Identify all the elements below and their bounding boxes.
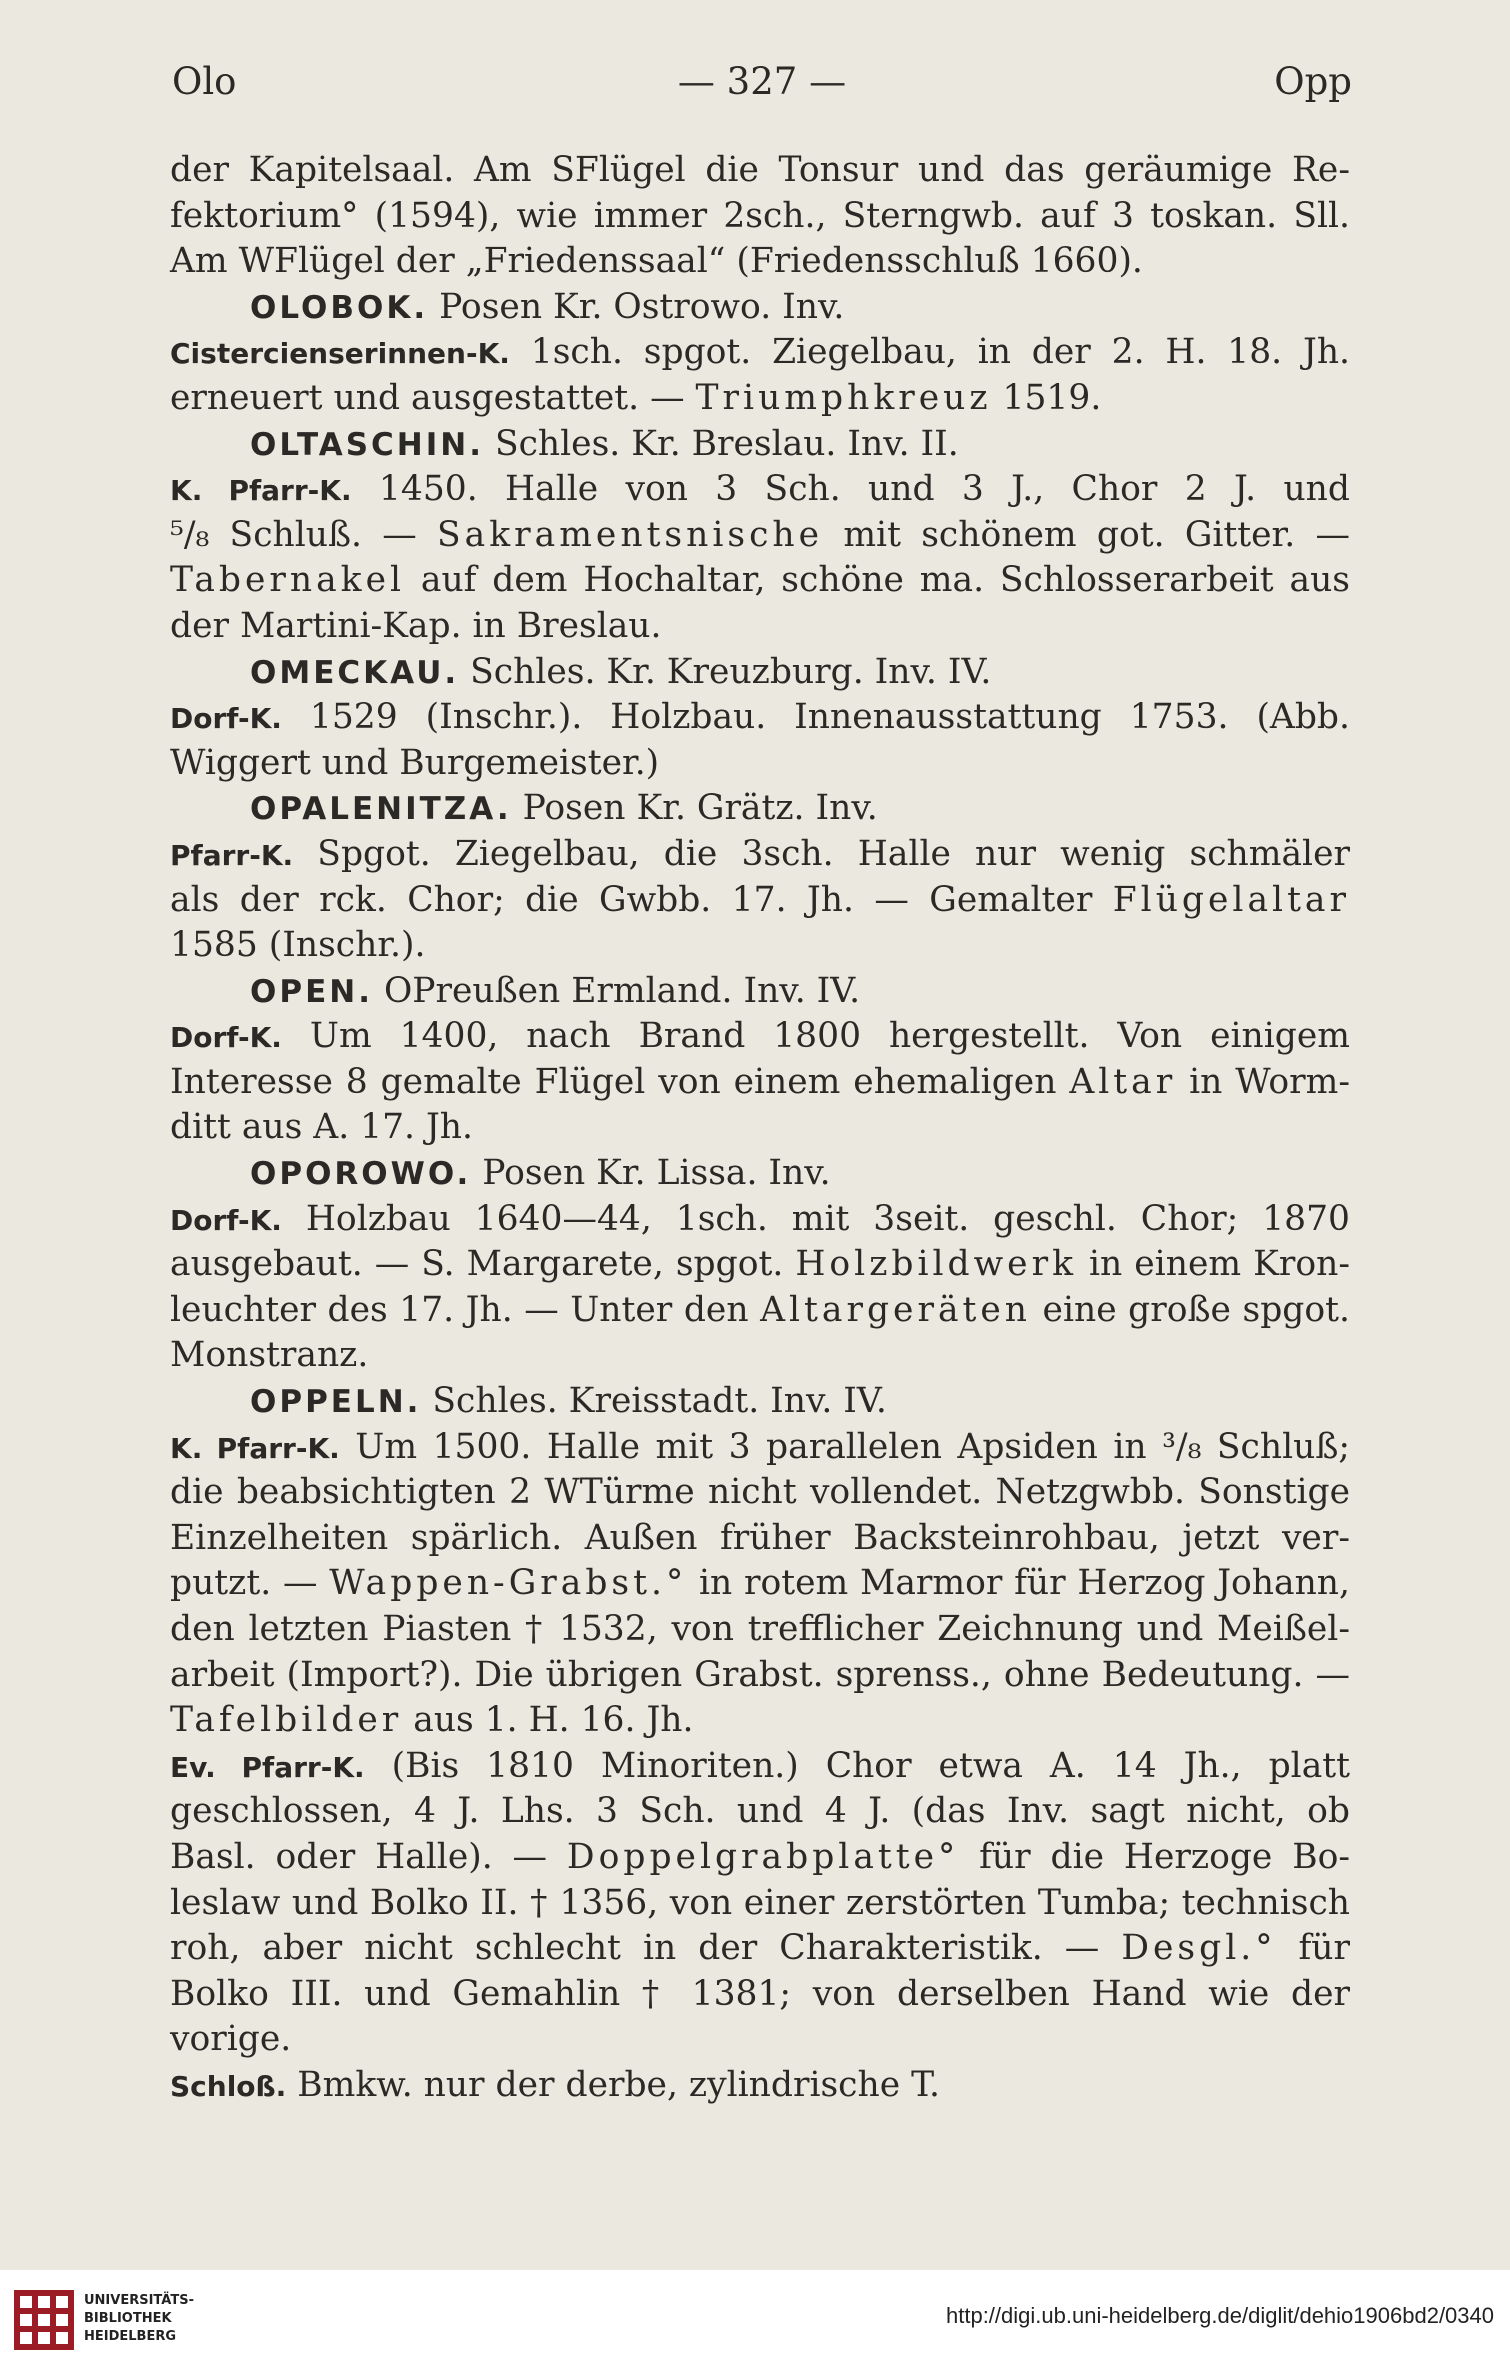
text-run: Posen Kr. Grätz. Inv. <box>511 788 878 829</box>
library-name-line: BIBLIOTHEK <box>84 2311 172 2326</box>
text-run: in einem Kron- <box>1076 1244 1350 1285</box>
text-line <box>170 1881 1350 1927</box>
library-name-line: HEIDELBERG <box>84 2329 177 2344</box>
text-run: 1sch. spgot. Ziegelbau, in der 2. H. 18. Jh. <box>509 332 1350 373</box>
text-line <box>170 695 1350 741</box>
text-line <box>170 1288 1350 1334</box>
text-run: 1519. <box>991 377 1102 418</box>
text-run: eine große spgot. <box>1031 1289 1350 1330</box>
text-run: Monstranz. <box>170 1335 369 1376</box>
entry-heading-line <box>170 1379 1350 1425</box>
text-line <box>170 1835 1350 1881</box>
text-run: in rotem Marmor für Herzog Johann, <box>687 1563 1350 1604</box>
text-line <box>170 923 1350 969</box>
text-line <box>170 878 1350 924</box>
text-line <box>170 604 1350 650</box>
text-run: ditt aus A. 17. Jh. <box>170 1107 473 1148</box>
text-run: auf dem Hochaltar, schöne ma. Schlosserarbeit aus <box>405 560 1350 601</box>
text-run: den letzten Piasten † 1532, von trefflicher Zeichnung und Meißel- <box>170 1609 1350 1649</box>
building-label: Ev. Pfarr-K. <box>170 1750 365 1784</box>
text-run: leslaw und Bolko II. † 1356, von einer zerstörten Tumba; technisch <box>170 1882 1350 1923</box>
text-run: ausgebaut. — S. Margarete, spgot. <box>170 1244 796 1285</box>
entry-heading-line <box>170 786 1350 832</box>
text-line <box>170 1698 1350 1744</box>
place-name: OPOROWO. <box>250 1156 472 1193</box>
text-run: Bolko III. und Gemahlin † 1381; von derselben Hand wie der <box>170 1973 1350 2014</box>
text-run: Interesse 8 gemalte Flügel von einem ehemaligen <box>170 1061 1070 1102</box>
building-label: K. Pfarr-K. <box>170 1431 340 1465</box>
text-line <box>170 1197 1350 1243</box>
text-run: Am WFlügel der „Friedenssaal“ (Friedensschluß 1660). <box>170 241 1143 282</box>
spaced-term: Tafelbilder <box>170 1700 403 1741</box>
place-name: OPEN. <box>250 973 373 1010</box>
text-run: Basl. oder Halle). — <box>170 1836 567 1877</box>
spaced-term: Doppelgrabplatte° <box>566 1836 960 1877</box>
building-label: K. Pfarr-K. <box>170 474 352 508</box>
spaced-term: Altargeräten <box>760 1289 1032 1330</box>
text-run: mit schönem got. Gitter. — <box>823 514 1351 555</box>
text-run: Posen Kr. Lissa. Inv. <box>471 1153 831 1194</box>
text-run: Spgot. Ziegelbau, die 3sch. Halle nur wenig schmäler <box>293 833 1350 874</box>
text-line <box>170 1060 1350 1106</box>
text-run: leuchter des 17. Jh. — Unter den <box>170 1289 761 1330</box>
text-line <box>170 194 1350 240</box>
building-label: Pfarr-K. <box>170 838 294 872</box>
text-run: arbeit (Import?). Die übrigen Grabst. sprenss., ohne Bedeutung. — <box>170 1654 1350 1695</box>
text-line <box>170 558 1350 604</box>
text-line <box>170 741 1350 787</box>
text-line <box>170 1242 1350 1288</box>
running-head-left: Olo <box>172 60 237 103</box>
text-line <box>170 1744 1350 1790</box>
text-run: aus 1. H. 16. Jh. <box>402 1700 694 1741</box>
text-line <box>170 1516 1350 1562</box>
text-run: die beabsichtigten 2 WTürme nicht vollendet. Netzgwbb. Sonstige <box>170 1472 1350 1513</box>
place-name: OLTASCHIN. <box>250 426 484 463</box>
text-run: fektorium° (1594), wie immer 2sch., Sterngwb. auf 3 toskan. Sll. <box>170 195 1350 236</box>
text-run: Einzelheiten spärlich. Außen früher Backsteinrohbau, jetzt ver- <box>170 1517 1350 1558</box>
text-run: der Martini-Kap. in Breslau. <box>170 605 662 646</box>
text-line <box>170 148 1350 194</box>
text-run: für <box>1276 1928 1350 1969</box>
page-number: — 327 — <box>677 60 847 103</box>
spaced-term: Triumphkreuz <box>695 377 992 418</box>
building-label: Dorf-K. <box>170 702 282 736</box>
building-label: Dorf-K. <box>170 1021 282 1055</box>
text-run: roh, aber nicht schlecht in der Charakteristik. — <box>170 1928 1122 1969</box>
text-line <box>170 1333 1350 1379</box>
text-run: OPreußen Ermland. Inv. IV. <box>372 970 861 1011</box>
text-run: geschlossen, 4 J. Lhs. 3 Sch. und 4 J. (das Inv. sagt nicht, ob <box>170 1791 1350 1832</box>
text-run: 1529 (Inschr.). Holzbau. Innenausstattung 1753. (Abb. <box>281 697 1350 738</box>
text-run: vorige. <box>170 2019 292 2060</box>
text-line <box>170 1014 1350 1060</box>
text-line <box>170 467 1350 513</box>
text-line <box>170 1470 1350 1516</box>
entry-heading-line <box>170 650 1350 696</box>
spaced-term: Holzbildwerk <box>795 1244 1077 1285</box>
text-line <box>170 1607 1350 1653</box>
text-run: Posen Kr. Ostrowo. Inv. <box>428 286 845 327</box>
text-run: Schles. Kr. Breslau. Inv. II. <box>483 423 959 464</box>
text-run: als der rck. Chor; die Gwbb. 17. Jh. — Gemalter <box>170 879 1113 920</box>
text-line <box>170 239 1350 285</box>
text-run: der Kapitelsaal. Am SFlügel die Tonsur und das geräumige Re- <box>170 150 1350 190</box>
place-name: OPALENITZA. <box>250 791 512 828</box>
text-run: Schles. Kreisstadt. Inv. IV. <box>421 1381 887 1422</box>
running-head <box>172 60 1352 110</box>
text-line <box>170 1972 1350 2018</box>
spaced-term: Tabernakel <box>170 560 406 601</box>
text-run: in Worm- <box>1176 1061 1350 1102</box>
text-line <box>170 2017 1350 2063</box>
text-run: 1450. Halle von 3 Sch. und 3 J., Chor 2 J. und <box>351 469 1350 510</box>
page-body <box>170 148 1350 2109</box>
text-line <box>170 1653 1350 1699</box>
entry-heading-line <box>170 969 1350 1015</box>
text-run: Um 1400, nach Brand 1800 hergestellt. Von einigem <box>281 1016 1350 1057</box>
text-line <box>170 1926 1350 1972</box>
text-run: ⁵/₈ Schluß. — <box>170 514 438 555</box>
entry-heading-line <box>170 1151 1350 1197</box>
spaced-term: Altar <box>1069 1061 1177 1102</box>
place-name: OMECKAU. <box>250 654 460 691</box>
entry-heading-line <box>170 285 1350 331</box>
text-run: Um 1500. Halle mit 3 parallelen Apsiden in ³/₈ Schluß; <box>339 1426 1350 1467</box>
entry-heading-line <box>170 422 1350 468</box>
text-line <box>170 330 1350 376</box>
text-run: (Bis 1810 Minoriten.) Chor etwa A. 14 Jh., platt <box>364 1745 1350 1786</box>
library-name-line: UNIVERSITÄTS- <box>84 2293 194 2308</box>
place-name: OPPELN. <box>250 1384 422 1421</box>
building-label: Schloß. <box>170 2069 287 2103</box>
footer-bar <box>0 2270 1510 2369</box>
text-run: Holzbau 1640—44, 1sch. mit 3seit. geschl. Chor; 1870 <box>281 1198 1350 1239</box>
text-run: für die Herzoge Bo- <box>959 1836 1350 1877</box>
place-name: OLOBOK. <box>250 289 429 326</box>
library-name <box>84 2292 194 2346</box>
text-line <box>170 2063 1350 2109</box>
text-line <box>170 1789 1350 1835</box>
text-run: Wiggert und Burgemeister.) <box>170 742 660 783</box>
text-run: 1585 (Inschr.). <box>170 925 426 966</box>
source-url-link[interactable]: http://digi.ub.uni-heidelberg.de/diglit/dehio1906bd2/0340 <box>946 2303 1494 2328</box>
text-line <box>170 1425 1350 1471</box>
spaced-term: Desgl.° <box>1121 1928 1277 1969</box>
spaced-term: Wappen-Grabst.° <box>329 1563 688 1604</box>
text-line <box>170 376 1350 422</box>
building-label: Cistercienserinnen-K. <box>170 337 510 371</box>
text-run: Schles. Kr. Kreuzburg. Inv. IV. <box>459 651 992 692</box>
running-head-right: Opp <box>1274 60 1352 103</box>
text-run: Bmkw. nur der derbe, zylindrische T. <box>286 2064 941 2105</box>
text-run: erneuert und ausgestattet. — <box>170 377 696 418</box>
spaced-term: Sakramentsnische <box>437 514 824 555</box>
university-seal-icon <box>14 2290 74 2350</box>
text-line <box>170 1561 1350 1607</box>
text-line <box>170 513 1350 559</box>
spaced-term: Flügelaltar <box>1112 879 1350 920</box>
text-run: putzt. — <box>170 1563 330 1604</box>
building-label: Dorf-K. <box>170 1203 282 1237</box>
text-line <box>170 832 1350 878</box>
text-line <box>170 1105 1350 1151</box>
